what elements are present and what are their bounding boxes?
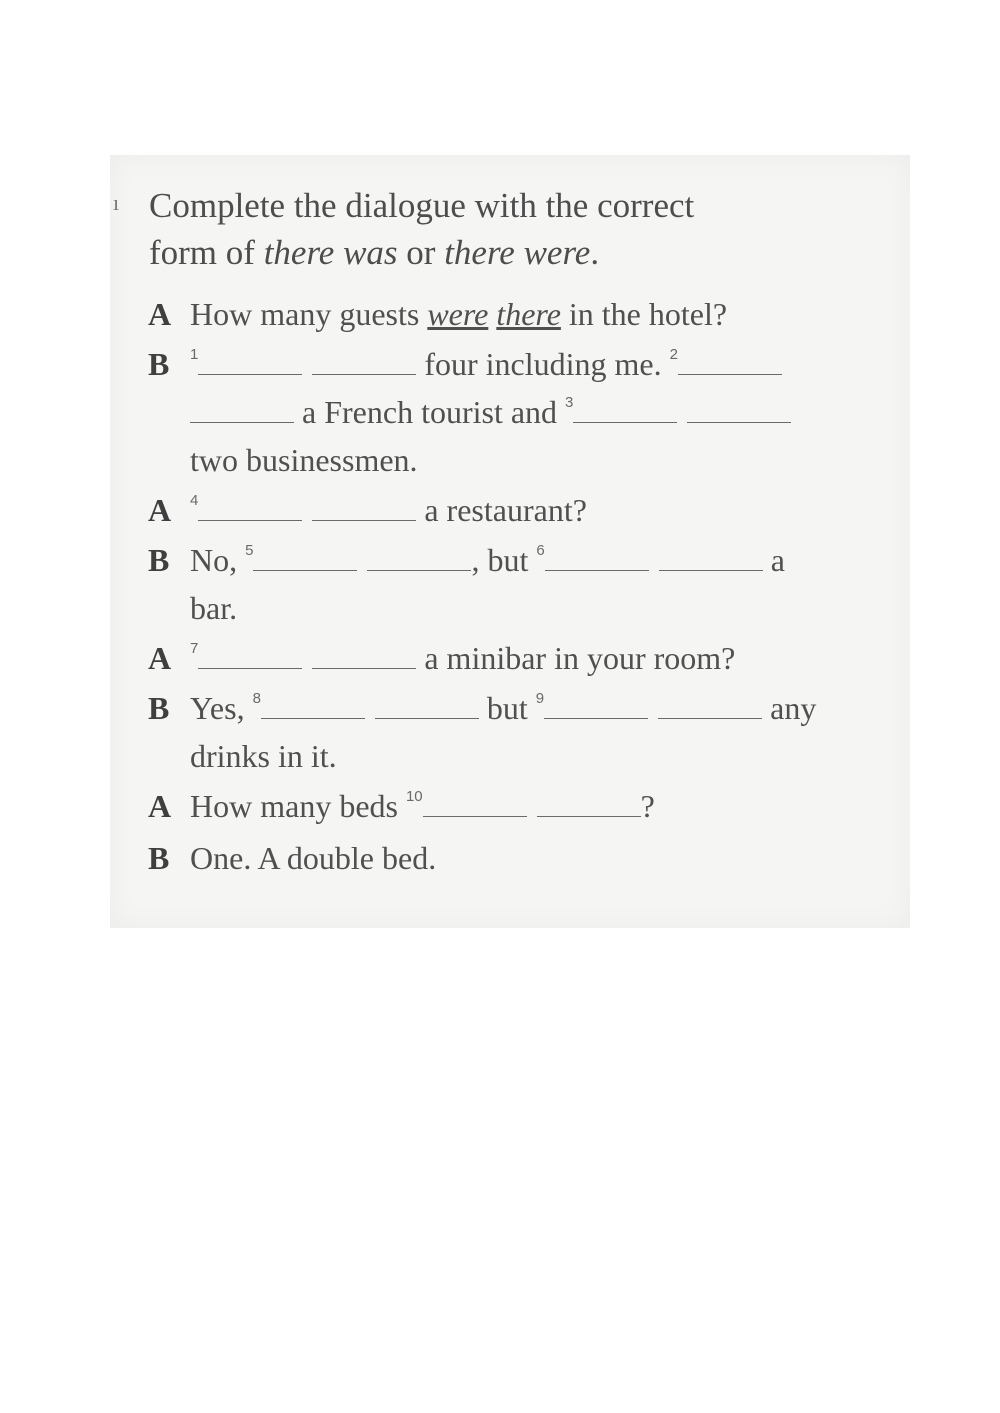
instruction-text: . [590, 233, 600, 272]
dialogue-text: a minibar in your room? [424, 640, 736, 676]
dialogue-text: How many guests [190, 296, 428, 332]
answer-blank[interactable] [367, 569, 471, 571]
dialogue-line-9 [190, 690, 816, 727]
answer-blank[interactable] [545, 569, 649, 571]
answer-blank[interactable] [312, 667, 416, 669]
gap-number: 7 [190, 640, 199, 657]
speaker-b: B [148, 840, 170, 876]
answer-blank[interactable] [198, 667, 302, 669]
speaker-a: A [148, 788, 172, 824]
answer-blank[interactable] [375, 717, 479, 719]
dialogue-text: a [770, 542, 785, 578]
dialogue-line-1 [190, 296, 727, 333]
answer-blank[interactable] [423, 815, 527, 817]
instruction-text: or [397, 233, 445, 272]
answer-blank[interactable] [261, 717, 365, 719]
speaker-a: A [148, 640, 172, 676]
speaker-b: B [148, 542, 170, 578]
dialogue-text: No, [190, 542, 238, 578]
dialogue-line-12: One. A double bed. [190, 840, 437, 876]
dialogue-text: Yes, [190, 690, 245, 726]
dialogue-text: any [770, 690, 817, 726]
speaker-a: A [148, 492, 172, 528]
instruction-line-1: Complete the dialogue with the correct [149, 186, 695, 225]
answer-blank[interactable] [537, 815, 641, 817]
gap-number: 1 [190, 346, 199, 363]
example-answer: were [427, 296, 489, 332]
gap-number: 3 [565, 394, 574, 411]
dialogue-text: ? [640, 788, 655, 824]
dialogue-text: four including me. [424, 346, 662, 382]
dialogue-line-6 [190, 542, 785, 579]
dialogue-line-10: drinks in it. [190, 738, 337, 774]
gap-number: 8 [252, 690, 261, 707]
dialogue-text: a restaurant? [424, 492, 587, 528]
answer-blank[interactable] [312, 373, 416, 375]
dialogue-text: a French tourist and [302, 394, 558, 430]
dialogue-text: , but [471, 542, 529, 578]
dialogue-text: but [486, 690, 528, 726]
answer-blank[interactable] [190, 421, 294, 423]
gap-number: 4 [190, 492, 199, 509]
answer-blank[interactable] [312, 519, 416, 521]
answer-blank[interactable] [678, 373, 782, 375]
instruction-text: form of [149, 233, 264, 272]
dialogue-text: in the hotel? [560, 296, 728, 332]
dialogue-line-7: bar. [190, 590, 238, 626]
gap-number: 9 [535, 690, 545, 707]
dialogue-line-2 [190, 346, 782, 383]
answer-blank[interactable] [253, 569, 357, 571]
dialogue-line-11 [190, 788, 655, 825]
example-answer: there [496, 296, 561, 332]
instruction-line-2 [149, 229, 849, 276]
answer-blank[interactable] [658, 717, 762, 719]
dialogue-text: How many beds [190, 788, 398, 824]
speaker-b: B [148, 346, 170, 382]
answer-blank[interactable] [544, 717, 648, 719]
instruction-italic-there-was: there was [263, 233, 398, 272]
answer-blank[interactable] [198, 373, 302, 375]
speaker-b: B [148, 690, 170, 726]
speaker-a: A [148, 296, 172, 332]
exercise-number: ı [113, 190, 120, 215]
dialogue-line-3 [190, 394, 791, 431]
instruction-italic-there-were: there were [444, 233, 591, 272]
gap-number: 5 [245, 542, 254, 559]
gap-number: 2 [669, 346, 678, 363]
gap-number: 10 [405, 788, 423, 805]
dialogue-line-4: two businessmen. [190, 442, 418, 478]
exercise-instruction [149, 182, 849, 276]
answer-blank[interactable] [687, 421, 791, 423]
dialogue-line-8 [190, 640, 735, 677]
answer-blank[interactable] [659, 569, 763, 571]
answer-blank[interactable] [573, 421, 677, 423]
gap-number: 6 [536, 542, 545, 559]
answer-blank[interactable] [198, 519, 302, 521]
dialogue-line-5 [190, 492, 587, 529]
